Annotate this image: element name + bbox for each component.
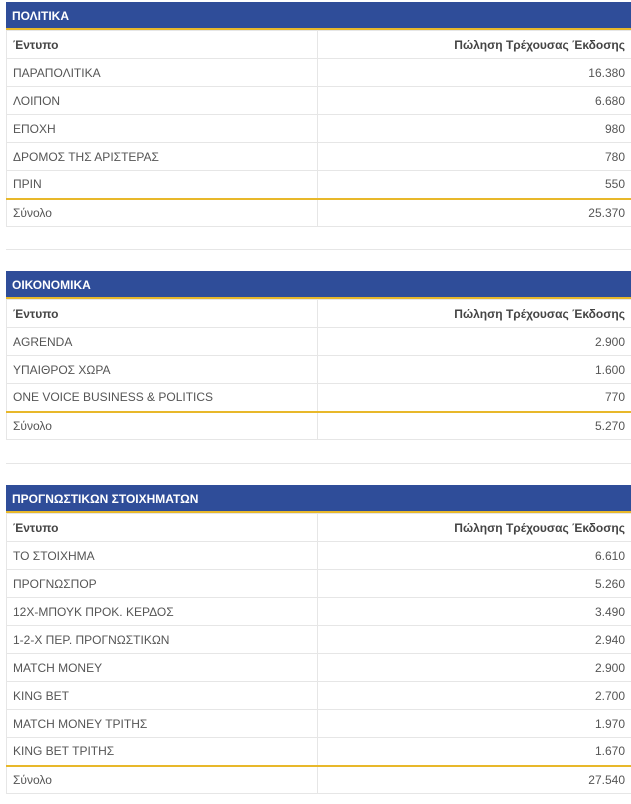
section-oikonomika [6,271,631,440]
publication-name: ONE VOICE BUSINESS & POLITICS [7,384,318,412]
table-row [7,626,631,654]
sales-value: 3.490 [318,598,631,626]
publication-name: MATCH MONEY ΤΡΙΤΗΣ [7,710,318,738]
sales-table [6,299,631,440]
column-header-sales: Πώληση Τρέχουσας Έκδοσης [318,514,631,542]
table-row [7,384,631,412]
publication-name: 12Χ-ΜΠΟΥΚ ΠΡΟΚ. ΚΕΡΔΟΣ [7,598,318,626]
sales-value: 2.940 [318,626,631,654]
table-row [7,87,631,115]
sales-table [6,513,631,794]
publication-name: KING BET [7,682,318,710]
sales-value: 980 [318,115,631,143]
publication-name: ΛΟΙΠΟΝ [7,87,318,115]
table-row [7,598,631,626]
table-row [7,682,631,710]
publication-name: 1-2-Χ ΠΕΡ. ΠΡΟΓΝΩΣΤΙΚΩΝ [7,626,318,654]
sales-value: 2.900 [318,654,631,682]
total-row [7,412,631,440]
sales-value: 6.680 [318,87,631,115]
table-row [7,542,631,570]
sales-value: 6.610 [318,542,631,570]
table-header-row [7,31,631,59]
total-value: 5.270 [318,412,631,440]
column-header-sales: Πώληση Τρέχουσας Έκδοσης [318,31,631,59]
table-row [7,356,631,384]
total-label: Σύνολο [7,199,318,227]
publication-name: ΠΡΟΓΝΩΣΠΟΡ [7,570,318,598]
section-divider [6,249,631,250]
table-row [7,59,631,87]
column-header-publication: Έντυπο [7,300,318,328]
column-header-sales: Πώληση Τρέχουσας Έκδοσης [318,300,631,328]
publication-name: ΔΡΟΜΟΣ ΤΗΣ ΑΡΙΣΤΕΡΑΣ [7,143,318,171]
table-header-row [7,514,631,542]
sales-table [6,30,631,227]
sales-value: 1.600 [318,356,631,384]
sales-value: 780 [318,143,631,171]
sales-value: 2.700 [318,682,631,710]
publication-name: ΤΟ ΣΤΟΙΧΗΜΑ [7,542,318,570]
table-row [7,171,631,199]
section-politika [6,2,631,227]
table-row [7,328,631,356]
table-row [7,710,631,738]
sales-value: 1.970 [318,710,631,738]
table-row [7,570,631,598]
table-row [7,654,631,682]
sales-value: 5.260 [318,570,631,598]
total-value: 27.540 [318,766,631,794]
total-row [7,199,631,227]
total-value: 25.370 [318,199,631,227]
section-prognostika [6,485,631,794]
section-title: ΟΙΚΟΝΟΜΙΚΑ [6,271,631,299]
section-title: ΠΟΛΙΤΙΚΑ [6,2,631,30]
column-header-publication: Έντυπο [7,514,318,542]
table-row [7,143,631,171]
publication-name: KING BET ΤΡΙΤΗΣ [7,738,318,766]
publication-name: ΠΑΡΑΠΟΛΙΤΙΚΑ [7,59,318,87]
total-label: Σύνολο [7,412,318,440]
sales-value: 2.900 [318,328,631,356]
section-divider [6,463,631,464]
publication-name: ΕΠΟΧΗ [7,115,318,143]
publication-name: ΥΠΑΙΘΡΟΣ ΧΩΡΑ [7,356,318,384]
total-label: Σύνολο [7,766,318,794]
sales-value: 1.670 [318,738,631,766]
table-row [7,115,631,143]
publication-name: MATCH MONEY [7,654,318,682]
publication-name: AGRENDA [7,328,318,356]
column-header-publication: Έντυπο [7,31,318,59]
section-title: ΠΡΟΓΝΩΣΤΙΚΩΝ ΣΤΟΙΧΗΜΑΤΩΝ [6,485,631,513]
sales-value: 770 [318,384,631,412]
publication-name: ΠΡΙΝ [7,171,318,199]
table-header-row [7,300,631,328]
table-row [7,738,631,766]
sales-value: 550 [318,171,631,199]
total-row [7,766,631,794]
sales-value: 16.380 [318,59,631,87]
